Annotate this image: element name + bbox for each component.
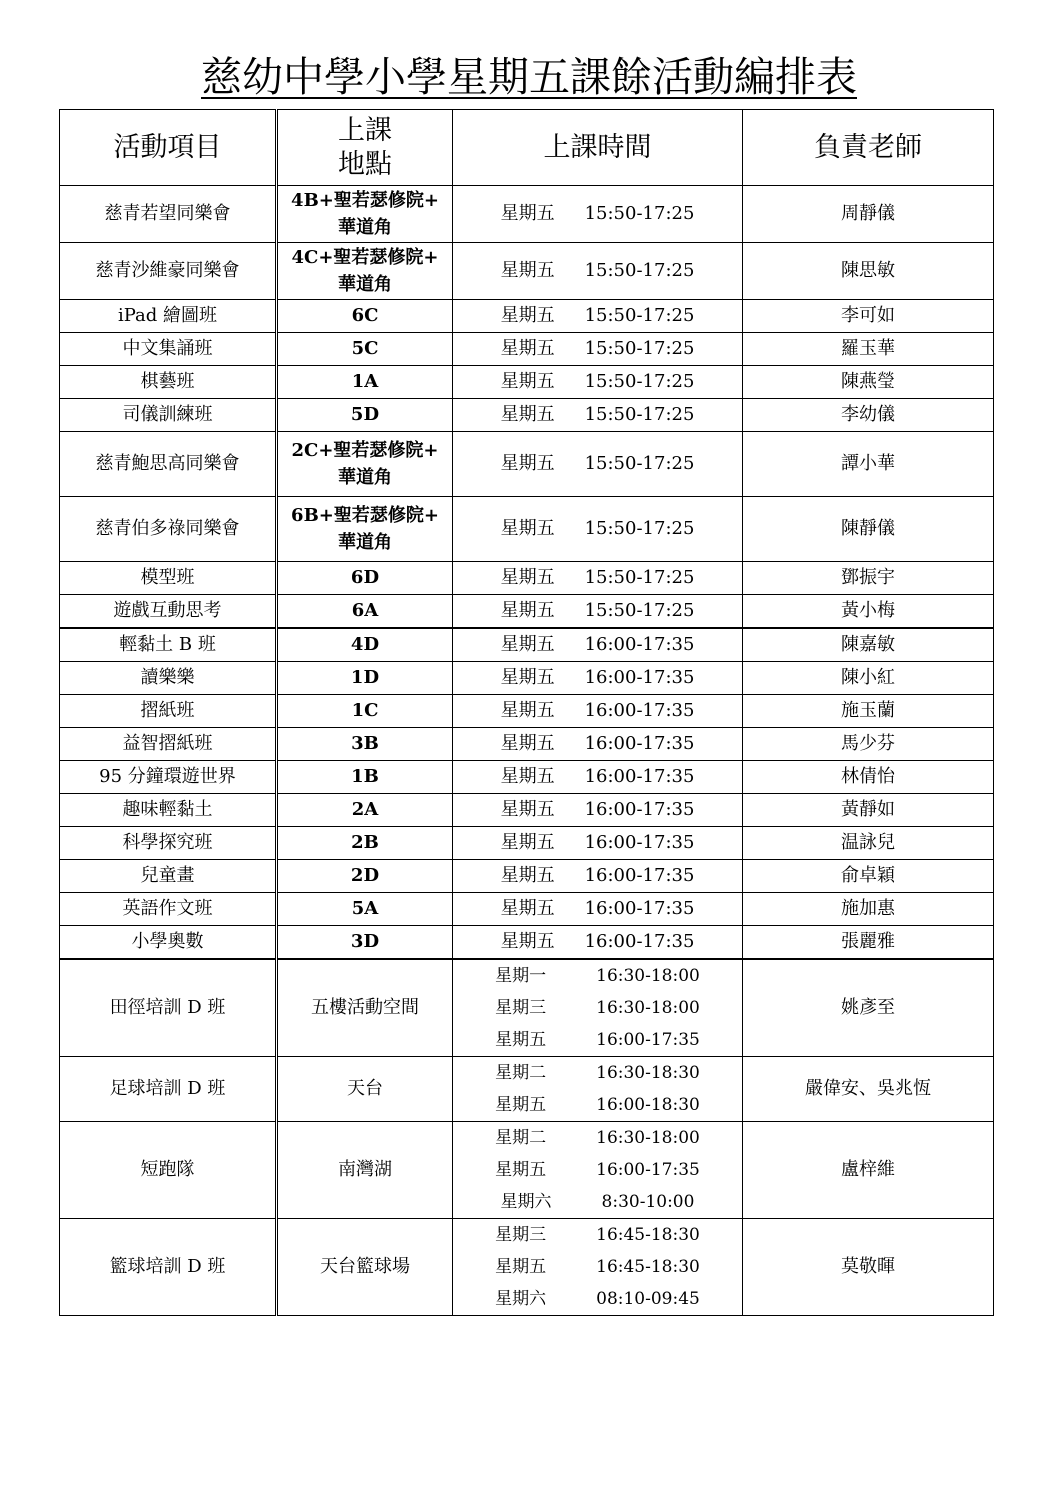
activity-name: 摺紙班 — [60, 695, 277, 728]
table-row — [60, 300, 994, 333]
time-line — [453, 366, 742, 398]
teacher-name: 黃靜如 — [743, 794, 994, 827]
location-line: 華道角 — [338, 217, 392, 238]
time-line — [453, 893, 742, 925]
teacher-name: 陳燕瑩 — [743, 366, 994, 399]
location — [277, 695, 453, 728]
weekday: 星期五 — [495, 1160, 547, 1180]
teacher-name: 陳靜儀 — [743, 497, 994, 562]
time-range: 16:00-17:35 — [584, 700, 695, 721]
weekday: 星期五 — [500, 733, 555, 754]
schedule-time — [453, 893, 743, 926]
time-line — [453, 1251, 742, 1283]
page-title: 慈幼中學小學星期五課餘活動編排表 — [201, 53, 857, 101]
weekday: 星期五 — [500, 305, 555, 326]
activity-name: 慈青鮑思高同樂會 — [60, 432, 277, 497]
time-line — [453, 629, 742, 661]
location-line: 4D — [350, 634, 380, 655]
schedule-time — [453, 562, 743, 595]
weekday: 星期五 — [500, 338, 555, 359]
table-row — [60, 628, 994, 662]
teacher-name: 鄧振宇 — [743, 562, 994, 595]
schedule-time — [453, 794, 743, 827]
schedule-table — [59, 109, 994, 1316]
location — [277, 399, 453, 432]
schedule-time — [453, 761, 743, 794]
teacher-name: 陳思敏 — [743, 243, 994, 300]
header-time: 上課時間 — [453, 110, 743, 186]
weekday: 星期五 — [500, 453, 555, 474]
teacher-name: 姚彥至 — [743, 959, 994, 1057]
location — [277, 595, 453, 629]
time-range: 15:50-17:25 — [584, 371, 695, 392]
time-range: 16:30-18:00 — [596, 966, 700, 986]
weekday: 星期五 — [500, 518, 555, 539]
location — [277, 366, 453, 399]
teacher-name: 李可如 — [743, 300, 994, 333]
time-range: 15:50-17:25 — [584, 305, 695, 326]
table-row — [60, 186, 994, 243]
activity-name: 讀樂樂 — [60, 662, 277, 695]
activity-name: 慈青沙維豪同樂會 — [60, 243, 277, 300]
time-line — [453, 728, 742, 760]
time-range: 16:00-17:35 — [584, 931, 695, 952]
schedule-time — [453, 628, 743, 662]
location — [277, 728, 453, 761]
time-range: 16:00-17:35 — [584, 634, 695, 655]
activity-name: 慈青若望同樂會 — [60, 186, 277, 243]
time-range: 15:50-17:25 — [584, 203, 695, 224]
activity-name: 輕黏土 B 班 — [60, 628, 277, 662]
table-row — [60, 595, 994, 629]
activity-name: 足球培訓 D 班 — [60, 1057, 277, 1122]
teacher-name: 林倩怡 — [743, 761, 994, 794]
table-row — [60, 761, 994, 794]
time-line — [453, 198, 742, 230]
time-line — [453, 1219, 742, 1251]
activity-name: 中文集誦班 — [60, 333, 277, 366]
location-line: 2B — [351, 832, 379, 853]
weekday: 星期二 — [495, 1128, 547, 1148]
teacher-name: 羅玉華 — [743, 333, 994, 366]
table-row — [60, 1122, 994, 1219]
weekday: 星期五 — [495, 1030, 547, 1050]
teacher-name: 馬少芬 — [743, 728, 994, 761]
activity-name: 短跑隊 — [60, 1122, 277, 1219]
weekday: 星期五 — [500, 203, 555, 224]
location-line: 3B — [351, 733, 379, 754]
header-activity: 活動項目 — [60, 110, 277, 186]
activity-name: 趣味輕黏土 — [60, 794, 277, 827]
location-line: 6A — [351, 600, 379, 621]
time-range: 16:00-17:35 — [584, 799, 695, 820]
weekday: 星期五 — [500, 832, 555, 853]
activity-name: 慈青伯多祿同樂會 — [60, 497, 277, 562]
location — [277, 628, 453, 662]
location-line: 華道角 — [338, 467, 392, 488]
location — [277, 186, 453, 243]
table-row — [60, 695, 994, 728]
schedule-time — [453, 333, 743, 366]
teacher-name: 嚴偉安、吳兆恆 — [743, 1057, 994, 1122]
time-range: 16:00-17:35 — [584, 898, 695, 919]
location-line: 3D — [350, 931, 380, 952]
time-range: 16:00-17:35 — [584, 733, 695, 754]
weekday: 星期五 — [500, 260, 555, 281]
location-line: 1B — [351, 766, 379, 787]
activity-name: 科學探究班 — [60, 827, 277, 860]
time-line — [453, 794, 742, 826]
location — [277, 794, 453, 827]
schedule-time — [453, 728, 743, 761]
table-row — [60, 366, 994, 399]
time-line — [453, 255, 742, 287]
time-line — [453, 1154, 742, 1186]
header-location — [277, 110, 453, 186]
time-range: 15:50-17:25 — [584, 260, 695, 281]
location-line: 1A — [351, 371, 379, 392]
time-line — [453, 761, 742, 793]
location-line: 五樓活動空間 — [311, 997, 419, 1018]
activity-name: 小學奧數 — [60, 926, 277, 960]
table-row — [60, 728, 994, 761]
schedule-time — [453, 186, 743, 243]
location-line: 1D — [350, 667, 380, 688]
location-line: 5C — [351, 338, 379, 359]
time-line — [453, 960, 742, 992]
location-line: 6B+聖若瑟修院+ — [291, 505, 439, 526]
time-line — [453, 860, 742, 892]
table-row — [60, 827, 994, 860]
location — [277, 926, 453, 960]
weekday: 星期六 — [495, 1289, 547, 1309]
weekday: 星期五 — [495, 1095, 547, 1115]
teacher-name: 陳嘉敏 — [743, 628, 994, 662]
header-location-line-2: 地點 — [338, 148, 392, 180]
time-range: 15:50-17:25 — [584, 404, 695, 425]
time-line — [453, 333, 742, 365]
weekday: 星期三 — [495, 1225, 547, 1245]
teacher-name: 莫敬暉 — [743, 1219, 994, 1316]
table-row — [60, 399, 994, 432]
activity-name: 棋藝班 — [60, 366, 277, 399]
time-line — [453, 1089, 742, 1121]
table-row — [60, 1057, 994, 1122]
schedule-time — [453, 366, 743, 399]
time-line — [453, 1057, 742, 1089]
schedule-time — [453, 827, 743, 860]
schedule-time — [453, 1122, 743, 1219]
time-line — [453, 1186, 742, 1218]
location-line: 2D — [350, 865, 380, 886]
time-line — [453, 1283, 742, 1315]
weekday: 星期二 — [495, 1063, 547, 1083]
teacher-name: 張麗雅 — [743, 926, 994, 960]
weekday: 星期六 — [500, 1192, 552, 1212]
weekday: 星期五 — [500, 567, 555, 588]
teacher-name: 温詠兒 — [743, 827, 994, 860]
location — [277, 562, 453, 595]
activity-name: 田徑培訓 D 班 — [60, 959, 277, 1057]
table-row — [60, 893, 994, 926]
time-range: 16:45-18:30 — [596, 1257, 700, 1277]
location — [277, 333, 453, 366]
location-line: 6D — [350, 567, 380, 588]
location-line: 天台籃球場 — [320, 1256, 410, 1277]
time-range: 16:00-17:35 — [584, 766, 695, 787]
table-row — [60, 432, 994, 497]
time-range: 16:00-17:35 — [584, 832, 695, 853]
teacher-name: 譚小華 — [743, 432, 994, 497]
activity-name: 司儀訓練班 — [60, 399, 277, 432]
activity-name: 益智摺紙班 — [60, 728, 277, 761]
weekday: 星期五 — [500, 898, 555, 919]
weekday: 星期五 — [500, 865, 555, 886]
schedule-time — [453, 662, 743, 695]
location-line: 5A — [351, 898, 379, 919]
teacher-name: 黃小梅 — [743, 595, 994, 629]
schedule-time — [453, 926, 743, 960]
schedule-time — [453, 300, 743, 333]
activity-name: 模型班 — [60, 562, 277, 595]
teacher-name: 盧梓維 — [743, 1122, 994, 1219]
time-range: 16:30-18:00 — [596, 1128, 700, 1148]
weekday: 星期三 — [495, 998, 547, 1018]
teacher-name: 陳小紅 — [743, 662, 994, 695]
weekday: 星期五 — [495, 1257, 547, 1277]
time-range: 08:10-09:45 — [596, 1289, 700, 1309]
teacher-name: 周靜儀 — [743, 186, 994, 243]
schedule-time — [453, 243, 743, 300]
time-line — [453, 513, 742, 545]
header-location-line-1: 上課 — [338, 114, 392, 146]
teacher-name: 施玉蘭 — [743, 695, 994, 728]
location-line: 2A — [351, 799, 379, 820]
table-row — [60, 562, 994, 595]
table-row — [60, 243, 994, 300]
time-line — [453, 992, 742, 1024]
time-line — [453, 926, 742, 958]
time-range: 15:50-17:25 — [584, 453, 695, 474]
location — [277, 1122, 453, 1219]
location — [277, 827, 453, 860]
location-line: 5D — [350, 404, 380, 425]
weekday: 星期五 — [500, 600, 555, 621]
schedule-time — [453, 1219, 743, 1316]
time-range: 8:30-10:00 — [601, 1192, 695, 1212]
time-line — [453, 1024, 742, 1056]
time-line — [453, 662, 742, 694]
time-range: 15:50-17:25 — [584, 567, 695, 588]
location-line: 4C+聖若瑟修院+ — [291, 247, 439, 268]
time-range: 15:50-17:25 — [584, 338, 695, 359]
weekday: 星期五 — [500, 371, 555, 392]
time-line — [453, 300, 742, 332]
location — [277, 860, 453, 893]
table-row — [60, 794, 994, 827]
location — [277, 761, 453, 794]
table-row — [60, 333, 994, 366]
table-row — [60, 959, 994, 1057]
time-range: 16:00-18:30 — [596, 1095, 700, 1115]
weekday: 星期五 — [500, 667, 555, 688]
weekday: 星期一 — [495, 966, 547, 986]
teacher-name: 李幼儀 — [743, 399, 994, 432]
time-range: 16:00-17:35 — [596, 1160, 700, 1180]
time-range: 16:30-18:30 — [596, 1063, 700, 1083]
time-range: 16:00-17:35 — [584, 865, 695, 886]
location — [277, 662, 453, 695]
activity-name: 英語作文班 — [60, 893, 277, 926]
schedule-time — [453, 860, 743, 893]
activity-name: 遊戲互動思考 — [60, 595, 277, 629]
weekday: 星期五 — [500, 766, 555, 787]
schedule-time — [453, 1057, 743, 1122]
activity-name: iPad 繪圖班 — [60, 300, 277, 333]
location-line: 4B+聖若瑟修院+ — [291, 190, 439, 211]
header-row — [60, 110, 994, 186]
time-range: 16:30-18:00 — [596, 998, 700, 1018]
weekday: 星期五 — [500, 404, 555, 425]
time-line — [453, 562, 742, 594]
teacher-name: 施加惠 — [743, 893, 994, 926]
location — [277, 300, 453, 333]
time-range: 16:45-18:30 — [596, 1225, 700, 1245]
activity-name: 兒童畫 — [60, 860, 277, 893]
activity-name: 95 分鐘環遊世界 — [60, 761, 277, 794]
time-line — [453, 827, 742, 859]
table-row — [60, 662, 994, 695]
location-line: 華道角 — [338, 532, 392, 553]
schedule-time — [453, 959, 743, 1057]
time-range: 16:00-17:35 — [596, 1030, 700, 1050]
time-line — [453, 399, 742, 431]
location — [277, 243, 453, 300]
location — [277, 1057, 453, 1122]
time-range: 16:00-17:35 — [584, 667, 695, 688]
time-range: 15:50-17:25 — [584, 518, 695, 539]
schedule-time — [453, 695, 743, 728]
location — [277, 432, 453, 497]
location-line: 2C+聖若瑟修院+ — [291, 440, 439, 461]
location-line: 1C — [351, 700, 379, 721]
location — [277, 893, 453, 926]
schedule-time — [453, 595, 743, 629]
time-line — [453, 448, 742, 480]
time-range: 15:50-17:25 — [584, 600, 695, 621]
time-line — [453, 695, 742, 727]
location — [277, 497, 453, 562]
location-line: 南灣湖 — [338, 1159, 392, 1180]
teacher-name: 俞卓穎 — [743, 860, 994, 893]
table-row — [60, 860, 994, 893]
table-row — [60, 497, 994, 562]
location-line: 6C — [351, 305, 379, 326]
location — [277, 1219, 453, 1316]
location — [277, 959, 453, 1057]
weekday: 星期五 — [500, 700, 555, 721]
schedule-time — [453, 432, 743, 497]
weekday: 星期五 — [500, 799, 555, 820]
schedule-time — [453, 399, 743, 432]
location-line: 華道角 — [338, 274, 392, 295]
location-line: 天台 — [347, 1078, 383, 1099]
table-row — [60, 1219, 994, 1316]
weekday: 星期五 — [500, 931, 555, 952]
activity-name: 籃球培訓 D 班 — [60, 1219, 277, 1316]
header-teacher: 負責老師 — [743, 110, 994, 186]
schedule-body — [60, 186, 994, 1316]
time-line — [453, 595, 742, 627]
time-line — [453, 1122, 742, 1154]
schedule-time — [453, 497, 743, 562]
table-row — [60, 926, 994, 960]
weekday: 星期五 — [500, 634, 555, 655]
